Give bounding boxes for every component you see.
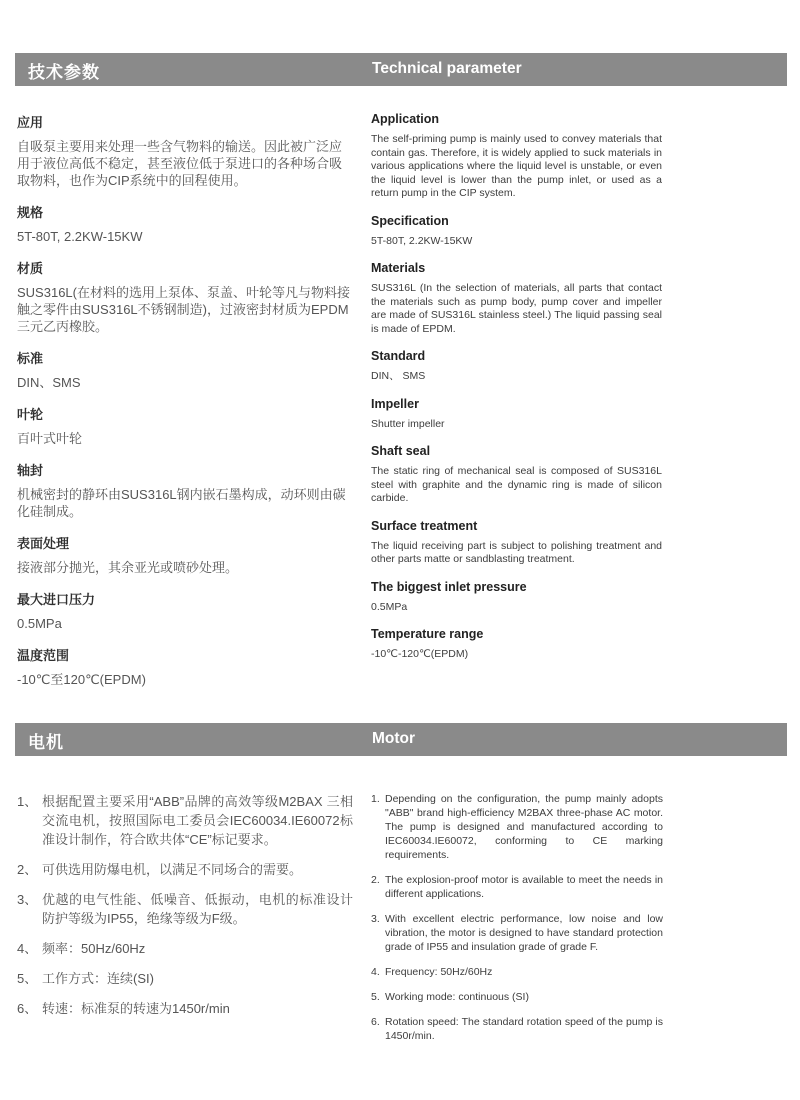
block-heading: 温度范围 [17, 648, 70, 663]
block-heading: Temperature range [371, 627, 484, 641]
block-heading: Shaft seal [371, 444, 431, 458]
block-heading: 规格 [17, 205, 44, 220]
list-item-number: 1. [371, 793, 380, 805]
list-item-text: 可供选用防爆电机，以满足不同场合的需要。 [42, 862, 303, 877]
section-bar-motor [15, 723, 787, 756]
list-item [17, 939, 353, 958]
block-heading: 轴封 [17, 463, 44, 478]
list-item-number: 2. [371, 874, 380, 886]
block-body: 百叶式叶轮 [17, 431, 83, 446]
list-item-number: 4、 [17, 941, 38, 956]
block-heading: 表面处理 [17, 536, 70, 551]
block-body: 接液部分抛光，其余亚光或喷砂处理。 [17, 560, 239, 575]
block-heading: Impeller [371, 396, 419, 411]
block-body: -10℃至120℃(EPDM) [17, 672, 146, 687]
list-item-text: 根据配置主要采用“ABB”品牌的高效等级M2BAX 三相交流电机，按照国际电工委员会IEC60034.IE60072标准设计制作，符合欧共体“CE”标记要求。 [42, 794, 353, 847]
list-item-text: Working mode: continuous (SI) [385, 991, 529, 1003]
list-item [17, 890, 353, 928]
list-item-number: 5. [371, 991, 380, 1003]
list-item-number: 6. [371, 1016, 380, 1028]
block-body: 机械密封的静环由SUS316L钢内嵌石墨构成，动环则由碳化硅制成。 [17, 487, 346, 519]
block-body: SUS316L (In the selection of materials, all parts that contact the materials such as pump body, pump cover and impeller are made of SUS316L stainless steel.) The liquid passing seal is made of EPDM. [371, 282, 662, 335]
list-item-number: 3. [371, 913, 380, 925]
list-item-number: 4. [371, 966, 380, 978]
motor-list-english [371, 792, 663, 1054]
block-body: 自吸泵主要用来处理一些含气物料的输送。因此被广泛应用于液位高低不稳定，甚至液位低于泵进口的各种场合吸取物料，也作为CIP系统中的回程使用。 [17, 139, 343, 188]
list-item [371, 1015, 663, 1043]
block-body: DIN、SMS [17, 375, 81, 390]
technical-column-english [371, 112, 662, 675]
list-item-number: 1、 [17, 794, 38, 809]
section-title-en: Motor [372, 730, 416, 747]
list-item [17, 792, 353, 849]
list-item [17, 969, 353, 988]
list-item [17, 860, 353, 879]
block-body: 0.5MPa [17, 616, 62, 631]
list-item-text: Frequency: 50Hz/60Hz [385, 966, 493, 978]
block-body: DIN、 SMS [371, 370, 426, 382]
list-item-text: 优越的电气性能、低噪音、低振动，电机的标准设计防护等级为IP55，绝缘等级为F级。 [42, 892, 353, 926]
block-body: 5T-80T, 2.2KW-15KW [371, 234, 473, 247]
list-item [17, 999, 353, 1018]
block-heading: Specification [371, 213, 449, 228]
section-title-zh: 电机 [28, 733, 64, 752]
section-title-en: Technical parameter [372, 60, 522, 77]
list-item [371, 792, 663, 862]
block-heading: Surface treatment [371, 518, 478, 533]
block-heading: 标准 [17, 351, 44, 366]
motor-list-chinese [17, 792, 353, 1029]
block-heading: The biggest inlet pressure [371, 579, 527, 594]
block-heading: Standard [371, 349, 426, 363]
list-item-text: With excellent electric performance, low noise and low vibration, the motor is designed to have standard protection grade of IP55 and insulation grade of grade F. [385, 913, 663, 953]
block-heading: 最大进口压力 [17, 592, 96, 607]
list-item-text: 转速：标准泵的转速为1450r/min [42, 1001, 230, 1016]
list-item-text: The explosion-proof motor is available to meet the needs in different applications. [385, 874, 663, 900]
block-body: The self-priming pump is mainly used to convey materials that contain gas. Therefore, it is widely applied to suck materials in various applications where the liquid level is unstable, or even the liquid level is lower than the pump inlet, or used as a return pump in the CIP system. [371, 133, 662, 199]
block-body: The static ring of mechanical seal is composed of SUS316L steel with graphite and the dynamic ring is made of silicon carbide. [371, 465, 662, 504]
list-item-number: 5、 [17, 971, 38, 986]
block-body: The liquid receiving part is subject to polishing treatment and other parts matte or sandblasting treatment. [371, 539, 662, 565]
block-body: 0.5MPa [371, 600, 408, 613]
block-heading: 应用 [17, 115, 44, 130]
block-body: SUS316L(在材料的选用上泵体、泵盖、叶轮等凡与物料接触之零件由SUS316L不锈钢制造)，过液密封材质为EPDM三元乙丙橡胶。 [17, 285, 350, 334]
list-item-text: Depending on the configuration, the pump mainly adopts "ABB" brand high-efficiency M2BAX three-phase AC motor. The pump is designed and manufactured according to IEC60034.IE60072, conforming to CE marking requirements. [385, 793, 663, 861]
block-body: 5T-80T, 2.2KW-15KW [17, 229, 143, 244]
block-heading: Application [371, 112, 440, 126]
block-body: Shutter impeller [371, 417, 445, 430]
block-heading: Materials [371, 261, 426, 275]
technical-column-chinese [17, 112, 351, 701]
list-item [371, 912, 663, 954]
section-title-zh: 技术参数 [28, 63, 100, 82]
list-item [371, 990, 663, 1004]
block-heading: 材质 [17, 261, 44, 276]
block-heading: 叶轮 [17, 407, 44, 422]
list-item-text: Rotation speed: The standard rotation speed of the pump is 1450r/min. [385, 1016, 663, 1042]
list-item-text: 频率：50Hz/60Hz [42, 941, 146, 956]
list-item [371, 873, 663, 901]
section-bar-technical [15, 53, 787, 86]
block-body: -10℃-120℃(EPDM) [371, 648, 469, 660]
list-item-text: 工作方式：连续(SI) [42, 971, 154, 986]
list-item-number: 3、 [17, 892, 38, 907]
list-item-number: 2、 [17, 862, 38, 877]
list-item [371, 965, 663, 979]
list-item-number: 6、 [17, 1001, 38, 1016]
